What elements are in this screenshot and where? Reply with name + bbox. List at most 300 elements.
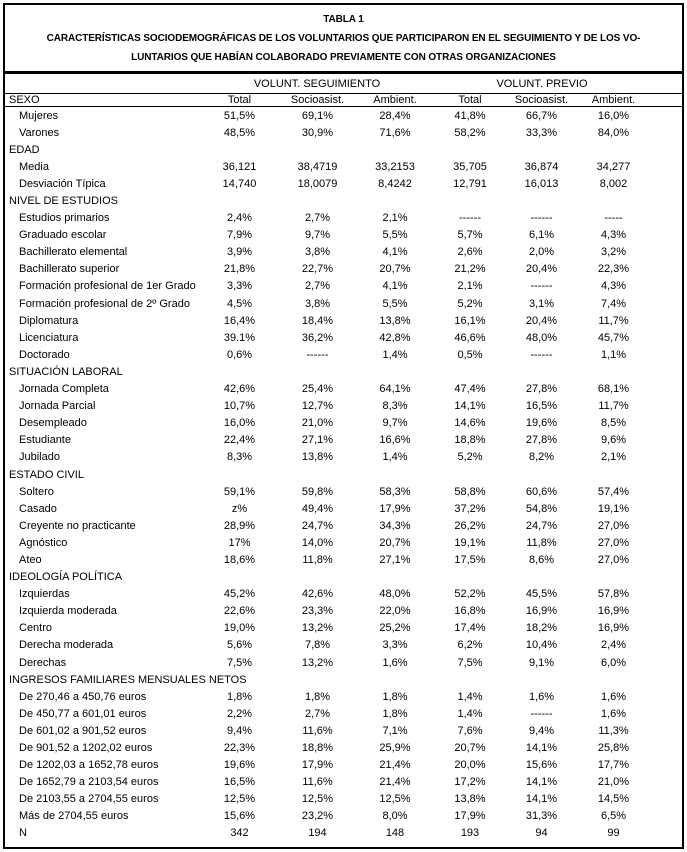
column-header-ambient-prev: Ambient.: [577, 94, 650, 107]
table-row: [5, 346, 682, 363]
row-label: Desempleado: [19, 417, 87, 430]
filler-cell: [650, 312, 682, 329]
cell-value: 84,0%: [597, 126, 630, 139]
row-label: Bachillerato superior: [19, 263, 120, 276]
cell-value: 38,4719: [297, 160, 338, 173]
cell-value: 17,9%: [301, 759, 334, 772]
row-label: Mujeres: [19, 109, 59, 122]
filler-cell: [650, 466, 682, 483]
cell-value: 94: [535, 827, 548, 840]
cell-value: 8,2%: [528, 451, 555, 464]
cell-value: 4,1%: [382, 280, 408, 293]
row-label: Desviación Típica: [19, 177, 106, 190]
cell-value: 14,1%: [525, 742, 558, 755]
cell-value: 194: [308, 827, 327, 840]
cell-value: 37,2%: [454, 502, 486, 515]
cell-value: 27,0%: [597, 536, 630, 549]
cell-value: 16,013: [524, 177, 559, 190]
cell-value: [200, 192, 279, 209]
filler-cell: [650, 722, 682, 739]
cell-value: 47,4%: [454, 383, 486, 396]
filler-cell: [650, 432, 682, 449]
cell-value: 71,6%: [379, 126, 411, 139]
row-label: De 450,77 a 601,01 euros: [19, 707, 147, 720]
cell-value: 2,7%: [304, 212, 331, 225]
filler-cell: [650, 449, 682, 466]
row-label: Diplomatura: [19, 314, 79, 327]
cell-value: 13,2%: [301, 622, 334, 635]
cell-value: 59,8%: [301, 485, 334, 498]
cell-value: 16,9%: [597, 605, 630, 618]
cell-value: 6,1%: [528, 229, 555, 242]
filler-cell: [650, 278, 682, 295]
cell-value: 6,5%: [600, 810, 627, 823]
cell-value: 14,5%: [597, 793, 630, 806]
table-row: [5, 739, 682, 756]
cell-value: 14,740: [222, 177, 257, 190]
cell-value: [434, 569, 506, 586]
row-label: Jornada Parcial: [19, 400, 96, 413]
cell-value: 1,1%: [600, 348, 627, 361]
filler-cell: [650, 791, 682, 808]
table-row: [5, 449, 682, 466]
cell-value: 17,7%: [597, 759, 630, 772]
cell-value: 8,002: [599, 177, 628, 190]
cell-value: 18,6%: [223, 553, 256, 566]
cell-value: [434, 192, 506, 209]
table-row: [5, 654, 682, 671]
cell-value: 3,8%: [304, 246, 331, 259]
cell-value: 2,4%: [600, 639, 627, 652]
column-header-socioasist-seg: Socioasist.: [279, 94, 356, 107]
cell-value: 3,2%: [600, 246, 627, 259]
cell-value: 3,1%: [528, 297, 555, 310]
cell-value: 14,1%: [525, 793, 558, 806]
cell-value: 21,2%: [454, 263, 486, 276]
column-header-total-prev: Total: [434, 94, 506, 107]
cell-value: 27,1%: [301, 434, 334, 447]
cell-value: 8,3%: [226, 451, 253, 464]
cell-value: 17,9%: [379, 502, 411, 515]
cell-value: 6,0%: [600, 656, 627, 669]
cell-value: 0,5%: [457, 348, 483, 361]
cell-value: [506, 671, 577, 688]
cell-value: 7,5%: [226, 656, 253, 669]
cell-value: 22,0%: [379, 605, 411, 618]
filler-cell: [650, 227, 682, 244]
cell-value: 2,7%: [304, 280, 331, 293]
cell-value: 14,1%: [525, 776, 558, 789]
filler-cell: [650, 757, 682, 774]
cell-value: [356, 466, 434, 483]
row-label: De 270,46 a 450,76 euros: [19, 690, 147, 703]
cell-value: 18,8%: [301, 742, 334, 755]
table-title-block: [5, 5, 682, 74]
row-label: De 2103,55 a 2704,55 euros: [19, 793, 159, 806]
cell-value: [577, 671, 650, 688]
filler-cell: [650, 654, 682, 671]
table-row: [5, 381, 682, 398]
cell-value: 16,9%: [525, 605, 558, 618]
table-row: [5, 517, 682, 534]
cell-value: [200, 363, 279, 380]
cell-value: 5,5%: [382, 297, 408, 310]
cell-value: 2,1%: [457, 280, 483, 293]
cell-value: 16,0%: [597, 109, 630, 122]
cell-value: ------: [306, 348, 329, 361]
cell-value: 4,1%: [382, 246, 408, 259]
cell-value: [506, 141, 577, 158]
cell-value: 1,6%: [528, 690, 555, 703]
cell-value: 0,6%: [226, 348, 253, 361]
cell-value: 9,7%: [304, 229, 331, 242]
row-label: Formación profesional de 2º Grado: [19, 297, 190, 310]
cell-value: 17%: [228, 536, 251, 549]
cell-value: [577, 141, 650, 158]
cell-value: [356, 671, 434, 688]
cell-value: 99: [607, 827, 620, 840]
table-row: [5, 261, 682, 278]
cell-value: 22,7%: [301, 263, 334, 276]
table-row: [5, 107, 682, 125]
cell-value: 21,8%: [223, 263, 256, 276]
cell-value: 33,2153: [375, 160, 415, 173]
table-row: [5, 551, 682, 568]
cell-value: 6,2%: [457, 639, 483, 652]
cell-value: 14,1%: [454, 400, 486, 413]
table-row: [5, 175, 682, 192]
cell-value: 4,3%: [600, 280, 627, 293]
cell-value: 7,4%: [600, 297, 627, 310]
filler-cell: [650, 620, 682, 637]
cell-value: 21,0%: [301, 417, 334, 430]
cell-value: 9,4%: [226, 724, 253, 737]
filler-cell: [650, 808, 682, 825]
column-header-total-seg: Total: [200, 94, 279, 107]
row-label: Graduado escolar: [19, 229, 107, 242]
cell-value: 2,7%: [304, 707, 331, 720]
cell-value: 1,4%: [382, 348, 408, 361]
row-label: Derecha moderada: [19, 639, 114, 652]
cell-value: 13,2%: [301, 656, 334, 669]
cell-value: 46,6%: [454, 331, 486, 344]
cell-value: 22,3%: [223, 742, 256, 755]
cell-value: 20,7%: [379, 263, 411, 276]
cell-value: 19,1%: [454, 536, 486, 549]
row-label: Jornada Completa: [19, 383, 109, 396]
table-row: [5, 244, 682, 261]
cell-value: 23,3%: [301, 605, 334, 618]
table-row: [5, 192, 682, 209]
cell-value: 59,1%: [223, 485, 256, 498]
row-label: Izquierdas: [19, 588, 70, 601]
filler-cell: [650, 363, 682, 380]
cell-value: [200, 141, 279, 158]
cell-value: [356, 141, 434, 158]
filler-cell: [650, 158, 682, 175]
cell-value: 58,8%: [454, 485, 486, 498]
cell-value: 27,8%: [525, 434, 558, 447]
table-frame: [3, 3, 684, 849]
group-header-filler: [650, 74, 682, 94]
filler-cell: [650, 192, 682, 209]
row-label: ESTADO CIVIL: [9, 468, 84, 481]
cell-value: 25,9%: [379, 742, 411, 755]
row-label: Soltero: [19, 485, 54, 498]
cell-value: 3,8%: [304, 297, 331, 310]
cell-value: 35,705: [453, 160, 487, 173]
table-row: [5, 637, 682, 654]
cell-value: 21,4%: [379, 759, 411, 772]
cell-value: 27,1%: [379, 553, 411, 566]
cell-value: 3,9%: [226, 246, 253, 259]
cell-value: 7,5%: [457, 656, 483, 669]
cell-value: 20,7%: [379, 536, 411, 549]
filler-cell: [650, 124, 682, 141]
cell-value: 19,1%: [597, 502, 630, 515]
cell-value: 58,2%: [454, 126, 486, 139]
cell-value: 16,4%: [223, 314, 256, 327]
cell-value: 19,0%: [223, 622, 256, 635]
cell-value: 2,6%: [457, 246, 483, 259]
table-row: [5, 329, 682, 346]
cell-value: 8,0%: [382, 810, 408, 823]
group-header-seguimiento: VOLUNT. SEGUIMIENTO: [200, 74, 434, 94]
cell-value: [200, 466, 279, 483]
cell-value: [434, 363, 506, 380]
cell-value: 57,4%: [597, 485, 630, 498]
filler-cell: [650, 688, 682, 705]
table-row: [5, 483, 682, 500]
cell-value: 36,121: [222, 160, 257, 173]
filler-cell: [650, 825, 682, 842]
table-row: [5, 791, 682, 808]
cell-value: 8,5%: [600, 417, 627, 430]
filler-cell: [650, 569, 682, 586]
cell-value: 17,9%: [454, 810, 486, 823]
row-label: Jubilado: [19, 451, 60, 464]
cell-value: [279, 141, 356, 158]
cell-value: ------: [530, 280, 553, 293]
cell-value: 16,0%: [223, 417, 256, 430]
filler-cell: [650, 415, 682, 432]
cell-value: [434, 141, 506, 158]
row-label: Ateo: [19, 553, 42, 566]
cell-value: 17,2%: [454, 776, 486, 789]
filler-cell: [650, 381, 682, 398]
row-label: INGRESOS FAMILIARES MENSUALES NETOS: [9, 673, 247, 686]
cell-value: 45,7%: [597, 331, 630, 344]
cell-value: ------: [530, 707, 553, 720]
cell-value: 11,8%: [302, 553, 333, 566]
cell-value: [577, 192, 650, 209]
cell-value: 17,4%: [454, 622, 486, 635]
cell-value: [577, 569, 650, 586]
row-label: De 1202,03 a 1652,78 euros: [19, 759, 159, 772]
cell-value: 20,7%: [454, 742, 486, 755]
table-row: [5, 500, 682, 517]
cell-value: 45,2%: [223, 588, 256, 601]
column-header-socioasist-prev: Socioasist.: [506, 94, 577, 107]
filler-cell: [650, 329, 682, 346]
cell-value: 193: [460, 827, 480, 840]
table-row: [5, 808, 682, 825]
cell-value: 18,4%: [301, 314, 334, 327]
table-row: [5, 569, 682, 586]
filler-cell: [650, 551, 682, 568]
section-header-sexo: SEXO: [5, 94, 200, 107]
column-header-filler: [650, 94, 682, 107]
table-body: [5, 107, 682, 843]
cell-value: 23,2%: [301, 810, 334, 823]
table-row: [5, 398, 682, 415]
row-label: Derechas: [19, 656, 67, 669]
filler-cell: [650, 637, 682, 654]
cell-value: [279, 671, 356, 688]
cell-value: 19,6%: [525, 417, 558, 430]
cell-value: 18,8%: [454, 434, 486, 447]
cell-value: 60,6%: [525, 485, 558, 498]
cell-value: 13,8%: [301, 451, 334, 464]
cell-value: [434, 671, 506, 688]
cell-value: 68,1%: [597, 383, 630, 396]
table-row: [5, 774, 682, 791]
cell-value: 2,1%: [600, 451, 627, 464]
cell-value: 11,7%: [598, 400, 629, 413]
cell-value: [506, 466, 577, 483]
row-label: Izquierda moderada: [19, 605, 117, 618]
filler-cell: [650, 739, 682, 756]
cell-value: ------: [530, 348, 553, 361]
cell-value: 22,4%: [223, 434, 256, 447]
cell-value: 27,8%: [525, 383, 558, 396]
cell-value: 12,791: [453, 177, 487, 190]
cell-value: 39.1%: [223, 331, 256, 344]
filler-cell: [650, 586, 682, 603]
table-row: [5, 295, 682, 312]
table-row: [5, 825, 682, 842]
cell-value: [577, 363, 650, 380]
cell-value: 1,6%: [382, 656, 408, 669]
cell-value: 16,6%: [379, 434, 411, 447]
row-label: Estudios primarios: [19, 212, 110, 225]
table-row: [5, 603, 682, 620]
cell-value: 15,6%: [223, 810, 256, 823]
cell-value: 2,1%: [382, 212, 408, 225]
cell-value: 12,5%: [301, 793, 334, 806]
cell-value: 16,5%: [525, 400, 558, 413]
cell-value: 9,1%: [528, 656, 555, 669]
cell-value: 12,7%: [301, 400, 334, 413]
cell-value: 36,2%: [301, 331, 334, 344]
cell-value: 7,9%: [226, 229, 253, 242]
filler-cell: [650, 346, 682, 363]
cell-value: [506, 192, 577, 209]
row-label: N: [19, 827, 27, 840]
table-row: [5, 688, 682, 705]
cell-value: 45,5%: [525, 588, 558, 601]
cell-value: 20,4%: [525, 314, 558, 327]
cell-value: 51,5%: [223, 109, 256, 122]
table-row: [5, 671, 682, 688]
cell-value: 18,0079: [297, 177, 338, 190]
cell-value: 21,0%: [597, 776, 630, 789]
cell-value: 10,4%: [525, 639, 558, 652]
cell-value: 36,874: [524, 160, 559, 173]
row-label: Licenciatura: [19, 331, 79, 344]
cell-value: 13,8%: [454, 793, 486, 806]
cell-value: 25,4%: [301, 383, 334, 396]
cell-value: 11,8%: [526, 536, 557, 549]
cell-value: 10,7%: [223, 400, 256, 413]
cell-value: 28,4%: [379, 109, 411, 122]
cell-value: 11,6%: [302, 724, 333, 737]
cell-value: 7,8%: [304, 639, 331, 652]
cell-value: 12,5%: [379, 793, 411, 806]
cell-value: 52,2%: [454, 588, 486, 601]
row-label: NIVEL DE ESTUDIOS: [9, 195, 119, 208]
cell-value: 42,6%: [223, 383, 256, 396]
cell-value: [356, 363, 434, 380]
cell-value: 58,3%: [379, 485, 411, 498]
table-row: [5, 586, 682, 603]
cell-value: 342: [230, 827, 249, 840]
table-row: [5, 312, 682, 329]
cell-value: 16,5%: [223, 776, 256, 789]
cell-value: 30,9%: [301, 126, 334, 139]
cell-value: 57,8%: [597, 588, 630, 601]
cell-value: 13,8%: [379, 314, 411, 327]
cell-value: 48,5%: [223, 126, 256, 139]
cell-value: 1,4%: [457, 707, 483, 720]
table-row: [5, 466, 682, 483]
cell-value: 27,0%: [597, 553, 630, 566]
cell-value: 1,6%: [600, 707, 627, 720]
filler-cell: [650, 671, 682, 688]
row-label: De 1652,79 a 2103,54 euros: [19, 776, 159, 789]
cell-value: 148: [385, 827, 405, 840]
cell-value: 3,3%: [382, 639, 408, 652]
cell-value: ------: [530, 212, 553, 225]
cell-value: 48,0%: [525, 331, 558, 344]
cell-value: 2,0%: [528, 246, 555, 259]
cell-value: 22,6%: [223, 605, 256, 618]
cell-value: 1,8%: [382, 707, 408, 720]
group-header-spacer: [5, 74, 200, 94]
cell-value: 15,6%: [525, 759, 558, 772]
cell-value: 25,2%: [379, 622, 411, 635]
cell-value: 1,8%: [304, 690, 331, 703]
cell-value: 11,3%: [598, 724, 629, 737]
cell-value: 33,3%: [525, 126, 558, 139]
row-label: IDEOLOGÍA POLÍTICA: [9, 571, 123, 584]
cell-value: 18,2%: [525, 622, 558, 635]
filler-cell: [650, 534, 682, 551]
filler-cell: [650, 107, 682, 125]
table-number: TABLA 1: [323, 14, 364, 25]
group-header-previo: VOLUNT. PREVIO: [434, 74, 650, 94]
cell-value: 41,8%: [454, 109, 486, 122]
cell-value: 3,3%: [226, 280, 253, 293]
cell-value: 20,0%: [454, 759, 486, 772]
cell-value: 4,3%: [600, 229, 627, 242]
cell-value: [200, 569, 279, 586]
cell-value: 34,277: [596, 160, 631, 173]
filler-cell: [650, 261, 682, 278]
cell-value: z%: [231, 502, 248, 515]
cell-value: 8,4242: [378, 177, 412, 190]
table-row: [5, 363, 682, 380]
